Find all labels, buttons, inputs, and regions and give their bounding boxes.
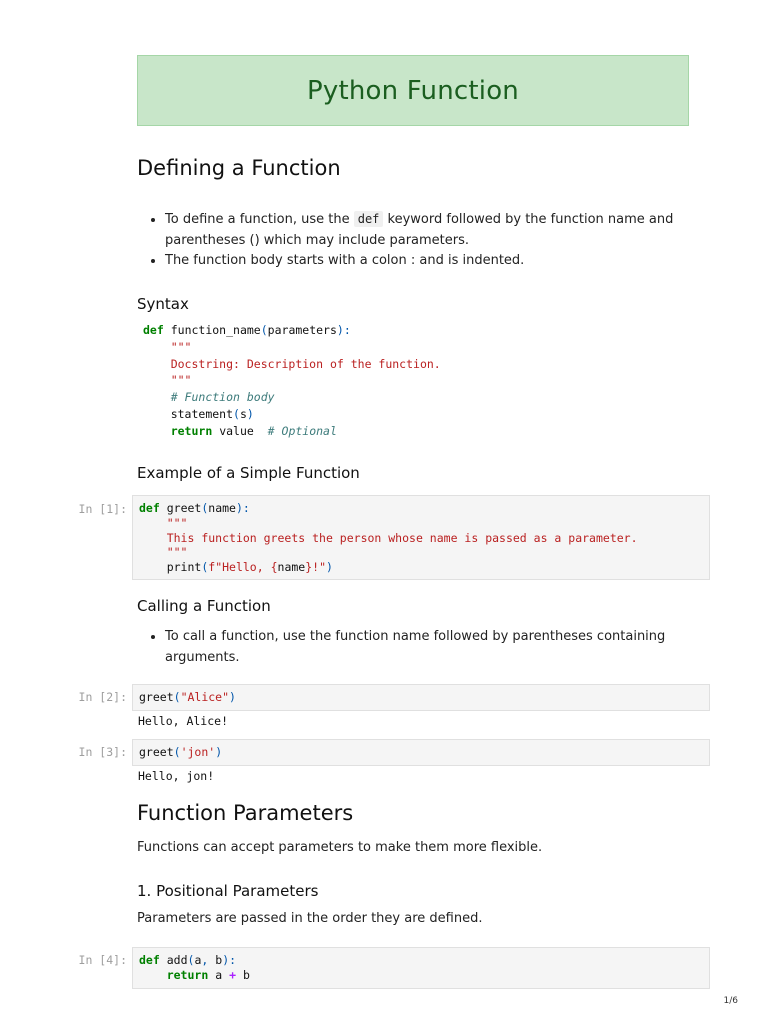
code-string: Docstring: Description of the function. [170,356,441,371]
code-token: greet [139,745,174,759]
code-operator: + [229,967,236,982]
code-token: ) [326,560,333,575]
defining-bullets [137,209,695,272]
code-keyword: def [139,501,160,515]
code-cell-1[interactable] [132,495,710,580]
code-keyword: def [139,953,160,967]
code-token: ( [187,953,195,967]
cell-output-3: Hello, jon! [138,769,215,783]
code-cell-4[interactable] [132,947,710,989]
calling-heading: Calling a Function [137,597,271,615]
syntax-heading: Syntax [137,295,189,313]
code-string: """ [166,545,188,560]
cell-prompt-4: In [4]: [78,953,127,967]
bullet-item: • The function body starts with a colon : and is indented. [165,251,695,272]
cell-prompt-2: In [2]: [78,690,127,704]
code-keyword: def [143,323,164,337]
calling-bullets [137,627,695,668]
page-title: Python Function [307,75,519,106]
code-token: b [242,967,250,982]
code-token: greet [166,501,202,515]
code-token: print [166,560,202,575]
code-string: 'jon' [180,745,216,759]
code-keyword: return [166,967,209,982]
cell-output-2: Hello, Alice! [138,714,229,728]
code-token: ) [229,690,236,704]
code-token: value [219,423,254,438]
code-token: ( [173,690,181,704]
bullet-item: • To call a function, use the function name followed by parentheses containing arguments. [165,627,695,668]
code-token: ): [336,323,351,337]
code-token: a [194,953,202,967]
code-string: "Alice" [180,690,230,704]
bullet-text: To define a function, use the [165,212,350,227]
code-token: ): [235,501,250,515]
code-token: ( [260,323,268,337]
code-string: This function greets the person whose name is passed as a parameter. [166,530,638,545]
code-token: parameters [267,323,337,337]
code-token: ): [222,953,237,967]
code-string: f"Hello, { [208,560,278,575]
positional-text: Parameters are passed in the order they are defined. [137,911,483,926]
bullet-item [165,209,695,251]
code-string: """ [170,339,192,354]
example-heading: Example of a Simple Function [137,464,360,482]
code-token: name [208,501,236,515]
bullet-text: keyword followed by the function name and parentheses () which may include parameters. [165,212,674,248]
code-keyword: return [170,423,213,438]
code-token: ) [246,406,254,421]
page-number: 1/6 [723,996,738,1006]
parameters-text: Functions can accept parameters to make them more flexible. [137,840,543,855]
section-heading-defining: Defining a Function [137,156,341,180]
code-token: ( [233,406,240,421]
positional-heading: 1. Positional Parameters [137,882,319,900]
section-heading-parameters: Function Parameters [137,801,354,825]
code-string: """ [166,515,188,530]
code-token: statement [170,406,234,421]
cell-prompt-3: In [3]: [78,745,127,759]
code-cell-2[interactable] [132,684,710,711]
code-comment: # Function body [170,390,275,405]
code-token: ( [201,501,209,515]
syntax-code-block [143,322,441,440]
code-token: ) [215,745,223,759]
code-cell-3[interactable] [132,739,710,766]
code-string: """ [170,373,192,388]
code-token: add [166,953,188,967]
cell-prompt-1: In [1]: [78,502,127,516]
code-token: greet [139,690,174,704]
code-token: name [277,560,306,575]
code-token: ( [173,745,181,759]
code-token: , [201,953,209,967]
code-token: a [215,967,223,982]
title-banner [137,55,689,126]
inline-code-def: def [354,211,384,227]
code-token: ( [201,560,209,575]
code-comment: # Optional [267,423,337,438]
code-token: b [215,953,223,967]
code-string: }!" [305,560,326,575]
code-token: s [239,406,247,421]
code-token: function_name [170,323,261,337]
